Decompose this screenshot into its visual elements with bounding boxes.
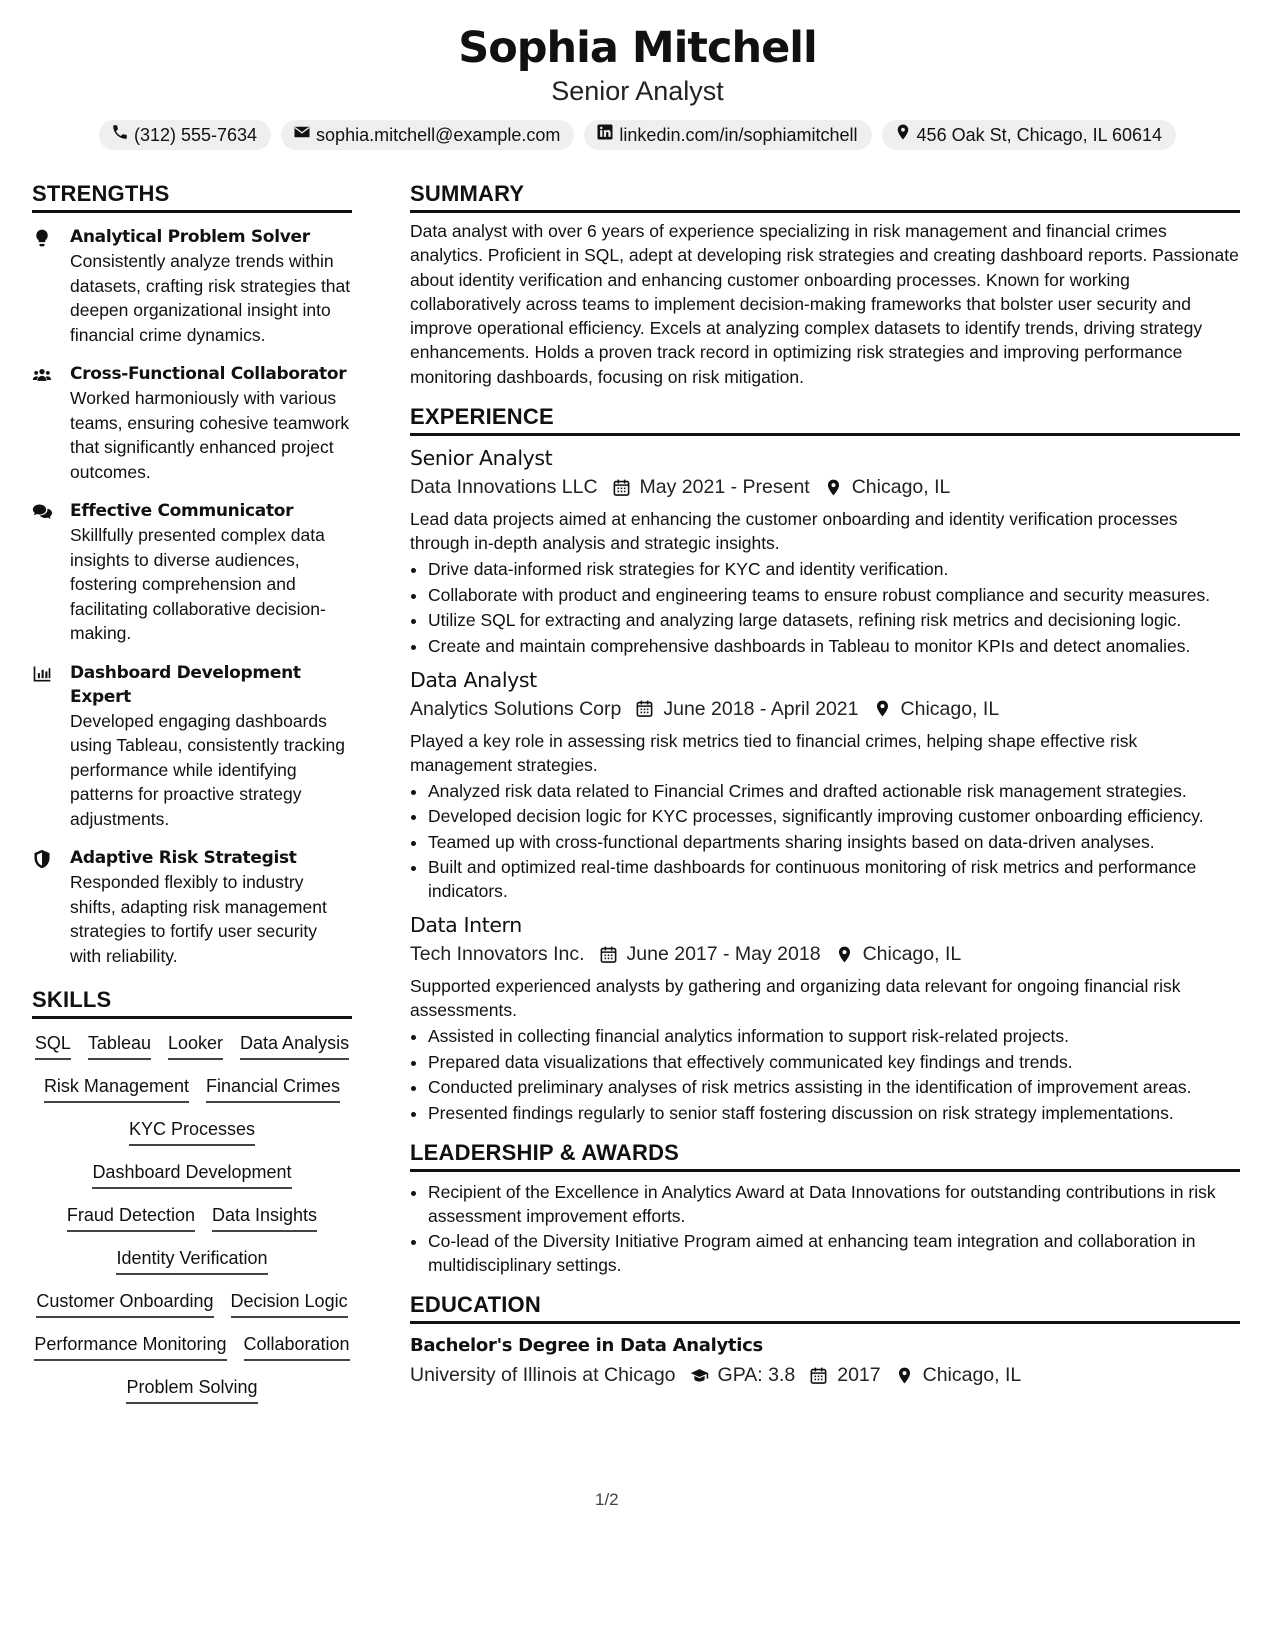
phone-text: (312) 555-7634 bbox=[133, 125, 258, 145]
skill-tag: Tableau bbox=[88, 1031, 151, 1060]
strength-title: Dashboard Development Expert bbox=[70, 662, 301, 707]
resume-body bbox=[32, 180, 1243, 1404]
address-chip[interactable] bbox=[882, 120, 1177, 150]
skill-tag: Data Insights bbox=[212, 1203, 317, 1232]
skills-list bbox=[32, 1031, 352, 1404]
job-dates: June 2017 - May 2018 bbox=[626, 943, 821, 966]
skill-tag: Decision Logic bbox=[231, 1289, 348, 1318]
linkedin-text: linkedin.com/in/sophiamitchell bbox=[619, 125, 858, 145]
experience-heading: EXPERIENCE bbox=[410, 403, 1240, 436]
right-column bbox=[410, 180, 1240, 1404]
phone-chip[interactable] bbox=[99, 120, 271, 150]
job-location: Chicago, IL bbox=[851, 476, 951, 499]
job-bullet: • Assisted in collecting financial analytics information to support risk-related projects. bbox=[428, 1024, 1240, 1048]
skill-tag: Problem Solving bbox=[126, 1375, 257, 1404]
skill-tag: Dashboard Development bbox=[92, 1160, 291, 1189]
skills-heading: SKILLS bbox=[32, 986, 352, 1019]
strength-item bbox=[32, 846, 352, 968]
job-bullet: • Analyzed risk data related to Financial Crimes and drafted actionable risk management strategies. bbox=[428, 779, 1240, 803]
map-pin-icon bbox=[873, 699, 892, 718]
job-description: Lead data projects aimed at enhancing the customer onboarding and identity verification processes through in-depth analysis and strategic insights. bbox=[410, 509, 1178, 554]
job-company: Data Innovations LLC bbox=[410, 476, 598, 499]
strength-desc: Consistently analyze trends within datasets, crafting risk strategies that deepen organizational insight into financial crime dynamics. bbox=[70, 251, 351, 345]
map-pin-icon bbox=[824, 478, 843, 497]
strengths-list bbox=[32, 225, 352, 968]
job-bullet: • Drive data-informed risk strategies for KYC and identity verification. bbox=[428, 557, 1240, 581]
skill-tag: KYC Processes bbox=[129, 1117, 255, 1146]
resume-header bbox=[0, 0, 1275, 150]
strength-desc: Skillfully presented complex data insights to diverse audiences, fostering comprehension and facilitating collaborative decision-making. bbox=[70, 525, 326, 643]
address-text: 456 Oak St, Chicago, IL 60614 bbox=[916, 125, 1163, 145]
job-bullet: • Collaborate with product and engineering teams to ensure robust compliance and security measures. bbox=[428, 583, 1240, 607]
job-description: Played a key role in assessing risk metrics tied to financial crimes, helping shape effective risk management strategies. bbox=[410, 730, 1138, 775]
skill-tag: Financial Crimes bbox=[206, 1074, 340, 1103]
education-location: Chicago, IL bbox=[922, 1364, 1022, 1387]
leadership-item: • Co-lead of the Diversity Initiative Program aimed at enhancing team integration and collaboration in multidisciplinary settings. bbox=[428, 1229, 1240, 1277]
job-bullets bbox=[410, 557, 1240, 658]
lightbulb-icon bbox=[32, 225, 70, 347]
job-bullet: • Conducted preliminary analyses of risk metrics assisting in the identification of improvement areas. bbox=[428, 1075, 1240, 1099]
contact-bar bbox=[0, 120, 1275, 150]
skill-tag: Data Analysis bbox=[240, 1031, 349, 1060]
job-title: Senior Analyst bbox=[410, 446, 553, 471]
strength-title: Effective Communicator bbox=[70, 501, 294, 521]
job-bullet: • Developed decision logic for KYC processes, significantly improving customer onboarding efficiency. bbox=[428, 804, 1240, 828]
leadership-item: • Recipient of the Excellence in Analytics Award at Data Innovations for outstanding contributions in risk assessment improvement efforts. bbox=[428, 1180, 1240, 1228]
job-meta bbox=[410, 939, 1240, 969]
gpa: GPA: 3.8 bbox=[717, 1364, 796, 1387]
strength-title: Adaptive Risk Strategist bbox=[70, 848, 297, 868]
job-company: Analytics Solutions Corp bbox=[410, 697, 622, 720]
linkedin-chip[interactable] bbox=[584, 120, 871, 150]
strength-item bbox=[32, 225, 352, 347]
calendar-icon bbox=[612, 478, 631, 497]
job-bullet: • Create and maintain comprehensive dashboards in Tableau to monitor KPIs and detect anomalies. bbox=[428, 634, 1240, 658]
users-icon bbox=[32, 362, 70, 484]
comments-icon bbox=[32, 499, 70, 646]
candidate-title: Senior Analyst bbox=[551, 76, 724, 106]
job-bullet: • Teamed up with cross-functional departments sharing insights based on data-driven analyses. bbox=[428, 830, 1240, 854]
job-title: Data Analyst bbox=[410, 667, 537, 692]
job-entry bbox=[410, 444, 1240, 658]
job-bullets bbox=[410, 1024, 1240, 1125]
strength-item bbox=[32, 362, 352, 484]
calendar-icon bbox=[635, 699, 654, 718]
strength-desc: Responded flexibly to industry shifts, adapting risk management strategies to fortify user security with reliability. bbox=[70, 872, 327, 966]
summary-heading: SUMMARY bbox=[410, 180, 1240, 213]
candidate-name: Sophia Mitchell bbox=[458, 23, 817, 73]
calendar-icon bbox=[809, 1366, 828, 1385]
degree-title: Bachelor's Degree in Data Analytics bbox=[410, 1335, 763, 1357]
linkedin-icon bbox=[596, 123, 614, 147]
strength-item bbox=[32, 499, 352, 646]
leadership-heading: LEADERSHIP & AWARDS bbox=[410, 1139, 1240, 1172]
strengths-heading: STRENGTHS bbox=[32, 180, 352, 213]
summary-text: Data analyst with over 6 years of experience specializing in risk management and financial crimes analytics. Proficient in SQL, adept at developing risk strategies and creating dashboard reports. Passionate about identity verification and enhancing customer onboarding processes. Known for working collaboratively across teams to implement decision-making frameworks that bolster user security and improve operational efficiency. Excels at analyzing complex datasets to identify trends, driving strategy enhancements. Holds a proven track record in optimizing risk strategies and improving performance monitoring dashboards, focusing on risk mitigation. bbox=[410, 221, 1239, 387]
job-entry bbox=[410, 666, 1240, 904]
strength-desc: Worked harmoniously with various teams, ensuring cohesive teamwork that significantly enhanced project outcomes. bbox=[70, 388, 350, 482]
job-bullets bbox=[410, 779, 1240, 904]
job-company: Tech Innovators Inc. bbox=[410, 943, 585, 966]
skill-tag: Performance Monitoring bbox=[34, 1332, 226, 1361]
school-name: University of Illinois at Chicago bbox=[410, 1364, 676, 1387]
strength-desc: Developed engaging dashboards using Tableau, consistently tracking performance while identifying patterns for proactive strategy adjustments. bbox=[70, 710, 345, 829]
strength-title: Cross-Functional Collaborator bbox=[70, 364, 347, 384]
bar-chart-icon bbox=[32, 661, 70, 832]
job-dates: June 2018 - April 2021 bbox=[663, 697, 859, 720]
strength-title: Analytical Problem Solver bbox=[70, 227, 310, 247]
email-text: sophia.mitchell@example.com bbox=[316, 125, 561, 145]
job-dates: May 2021 - Present bbox=[639, 476, 810, 499]
envelope-icon bbox=[293, 123, 311, 147]
skill-tag: Risk Management bbox=[44, 1074, 189, 1103]
map-pin-icon bbox=[895, 1366, 914, 1385]
map-pin-icon bbox=[835, 945, 854, 964]
job-location: Chicago, IL bbox=[900, 697, 1000, 720]
job-entry bbox=[410, 911, 1240, 1125]
job-bullet: • Utilize SQL for extracting and analyzing large datasets, refining risk metrics and decisioning logic. bbox=[428, 608, 1240, 632]
map-pin-icon bbox=[894, 123, 912, 147]
education-heading: EDUCATION bbox=[410, 1291, 1240, 1324]
job-meta bbox=[410, 694, 1240, 724]
skill-tag: SQL bbox=[35, 1031, 71, 1060]
education-meta bbox=[410, 1360, 1240, 1390]
skill-tag: Looker bbox=[168, 1031, 223, 1060]
skill-tag: Identity Verification bbox=[116, 1246, 267, 1275]
shield-icon bbox=[32, 846, 70, 968]
job-bullet: • Prepared data visualizations that effectively communicated key findings and trends. bbox=[428, 1050, 1240, 1074]
job-title: Data Intern bbox=[410, 913, 522, 938]
job-bullet: • Built and optimized real-time dashboards for continuous monitoring of risk metrics and performance indicators. bbox=[428, 855, 1240, 903]
graduation-year: 2017 bbox=[837, 1364, 881, 1387]
leadership-list bbox=[410, 1180, 1240, 1278]
job-meta bbox=[410, 472, 1240, 502]
page-number: 1/2 bbox=[595, 1490, 619, 1509]
strength-item bbox=[32, 661, 352, 832]
job-description: Supported experienced analysts by gathering and organizing data relevant for ongoing financial risk assessments. bbox=[410, 976, 1181, 1021]
job-bullet: • Presented findings regularly to senior staff fostering discussion on risk strategy implementations. bbox=[428, 1101, 1240, 1125]
calendar-icon bbox=[599, 945, 618, 964]
skill-tag: Customer Onboarding bbox=[36, 1289, 213, 1318]
phone-icon bbox=[111, 123, 129, 147]
skill-tag: Collaboration bbox=[244, 1332, 350, 1361]
job-location: Chicago, IL bbox=[862, 943, 962, 966]
email-chip[interactable] bbox=[281, 120, 574, 150]
skill-tag: Fraud Detection bbox=[67, 1203, 195, 1232]
graduation-cap-icon bbox=[690, 1366, 709, 1385]
left-column bbox=[32, 180, 352, 1404]
